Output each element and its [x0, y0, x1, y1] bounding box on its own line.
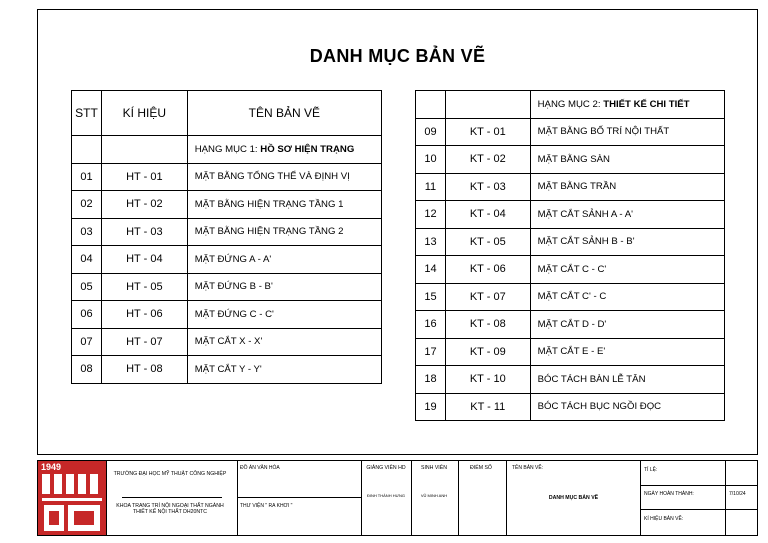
- table-row: [72, 356, 382, 384]
- table-row: [72, 328, 382, 356]
- row-number: 18: [416, 366, 446, 394]
- sheet-name-label: TÊN BẢN VẼ:: [512, 465, 544, 471]
- title-block: [37, 460, 758, 536]
- table-row: [416, 201, 725, 229]
- drawing-code: HT - 05: [101, 273, 187, 301]
- group-title: HẠNG MỤC 2: THIẾT KẾ CHI TIẾT: [530, 91, 724, 119]
- project-label: ĐỒ ÁN VĂN HÓA: [240, 465, 280, 471]
- header-row: [72, 91, 382, 136]
- row-number: 09: [416, 118, 446, 146]
- row-number: 16: [416, 311, 446, 339]
- row-number: 03: [72, 218, 102, 246]
- drawing-name: MẶT CẮT C - C': [530, 256, 724, 284]
- drawing-code: HT - 04: [101, 246, 187, 274]
- drawing-name: MẶT ĐỨNG C - C': [187, 301, 381, 329]
- drawing-name: MẶT BẰNG HIỆN TRẠNG TẦNG 1: [187, 191, 381, 219]
- row-number: 17: [416, 338, 446, 366]
- teacher-name: ĐINH THÀNH HƯNG: [366, 493, 405, 498]
- drawing-name: MẶT BẰNG TỔNG THỂ VÀ ĐỊNH VỊ: [187, 163, 381, 191]
- row-number: 04: [72, 246, 102, 274]
- drawing-name: MẶT CẮT Y - Y': [187, 356, 381, 384]
- table-row: [416, 256, 725, 284]
- table-row: [72, 218, 382, 246]
- table-row: [416, 393, 725, 421]
- row-number: 12: [416, 201, 446, 229]
- drawing-code: HT - 03: [101, 218, 187, 246]
- table-row: [416, 283, 725, 311]
- drawing-sheet: [37, 9, 758, 455]
- group-row: [416, 91, 725, 119]
- student-label: SINH VIÊN: [421, 465, 447, 471]
- drawing-code: KT - 08: [445, 311, 530, 339]
- row-number: 01: [72, 163, 102, 191]
- drawing-code: HT - 02: [101, 191, 187, 219]
- group-title: HẠNG MỤC 1: HỒ SƠ HIỆN TRẠNG: [187, 136, 381, 164]
- page-title: DANH MỤC BẢN VẼ: [309, 46, 486, 66]
- table-row: [72, 163, 382, 191]
- row-number: 07: [72, 328, 102, 356]
- row-number: 06: [72, 301, 102, 329]
- empty-cell: [101, 136, 187, 164]
- drawing-code: KT - 02: [445, 146, 530, 174]
- teacher-label: GIẢNG VIÊN HD: [366, 465, 406, 471]
- drawing-code: KT - 03: [445, 173, 530, 201]
- drawing-name: MẶT ĐỨNG B - B': [187, 273, 381, 301]
- sheet-name: DANH MỤC BẢN VẼ: [548, 495, 599, 501]
- drawing-name: BÓC TÁCH BÀN LỄ TÂN: [530, 366, 724, 394]
- row-number: 13: [416, 228, 446, 256]
- table-row: [416, 338, 725, 366]
- drawing-name: MẶT BẰNG BỐ TRÍ NỘI THẤT: [530, 118, 724, 146]
- drawing-name: MẶT BẰNG TRẦN: [530, 173, 724, 201]
- empty-cell: [416, 91, 446, 119]
- drawing-name: BÓC TÁCH BỤC NGỒI ĐỌC: [530, 393, 724, 421]
- drawing-name: MẶT BẰNG SÀN: [530, 146, 724, 174]
- row-number: 14: [416, 256, 446, 284]
- drawing-name: MẶT CẮT E - E': [530, 338, 724, 366]
- drawing-code: HT - 01: [101, 163, 187, 191]
- row-number: 11: [416, 173, 446, 201]
- project-name: THƯ VIỆN " RA KHƠI ": [240, 503, 293, 509]
- drawing-code: KT - 04: [445, 201, 530, 229]
- school-logo: [38, 461, 106, 535]
- faculty-name: KHOA TRANG TRÍ NỘI NGOẠI THẤT NGÀNH THIẾT KẾ NỘI THẤT DH20NTC: [116, 503, 224, 515]
- table-row: [416, 366, 725, 394]
- drawing-code: KT - 06: [445, 256, 530, 284]
- drawing-name: MẶT CẮT SẢNH B - B': [530, 228, 724, 256]
- drawing-code: KT - 09: [445, 338, 530, 366]
- row-number: 02: [72, 191, 102, 219]
- col-header-stt: STT: [72, 91, 102, 136]
- empty-cell: [445, 91, 530, 119]
- table-row: [416, 118, 725, 146]
- row-number: 05: [72, 273, 102, 301]
- left-drawing-list: [71, 90, 382, 384]
- empty-cell: [72, 136, 102, 164]
- row-number: 10: [416, 146, 446, 174]
- drawing-name: MẶT ĐỨNG A - A': [187, 246, 381, 274]
- student-name: VŨ MINH ANH: [420, 493, 448, 498]
- right-drawing-list: [415, 90, 725, 421]
- table-row: [416, 311, 725, 339]
- drawing-code: HT - 08: [101, 356, 187, 384]
- table-row: [72, 246, 382, 274]
- drawing-name: MẶT BẰNG HIỆN TRẠNG TẦNG 2: [187, 218, 381, 246]
- score-label: ĐIỂM SỐ: [470, 465, 492, 471]
- sheet-code-label: KÍ HIỆU BẢN VẼ:: [644, 516, 684, 522]
- drawing-name: MẶT CẮT D - D': [530, 311, 724, 339]
- drawing-code: KT - 11: [445, 393, 530, 421]
- drawing-code: KT - 07: [445, 283, 530, 311]
- drawing-name: MẶT CẮT C' - C: [530, 283, 724, 311]
- table-row: [416, 228, 725, 256]
- drawing-code: HT - 07: [101, 328, 187, 356]
- drawing-name: MẶT CẮT SẢNH A - A': [530, 201, 724, 229]
- drawing-code: HT - 06: [101, 301, 187, 329]
- table-row: [72, 273, 382, 301]
- table-row: [72, 191, 382, 219]
- drawing-name: MẶT CẮT X - X': [187, 328, 381, 356]
- table-row: [416, 146, 725, 174]
- table-row: [72, 301, 382, 329]
- date-label: NGÀY HOÀN THÀNH:: [644, 491, 694, 497]
- date-value: 7/10/24: [729, 491, 746, 497]
- school-logo-graphic: [38, 461, 106, 535]
- svg-text:1949: 1949: [41, 462, 62, 472]
- row-number: 15: [416, 283, 446, 311]
- table-row: [416, 173, 725, 201]
- col-header-ten-ban-ve: TÊN BẢN VẼ: [187, 91, 381, 136]
- school-name: TRƯỜNG ĐẠI HỌC MỸ THUẬT CÔNG NGHIỆP: [113, 471, 227, 477]
- group-row: [72, 136, 382, 164]
- row-number: 08: [72, 356, 102, 384]
- drawing-code: KT - 01: [445, 118, 530, 146]
- col-header-ki-hieu: KÍ HIỆU: [101, 91, 187, 136]
- drawing-code: KT - 10: [445, 366, 530, 394]
- drawing-code: KT - 05: [445, 228, 530, 256]
- row-number: 19: [416, 393, 446, 421]
- scale-label: TỈ LỆ:: [644, 467, 658, 473]
